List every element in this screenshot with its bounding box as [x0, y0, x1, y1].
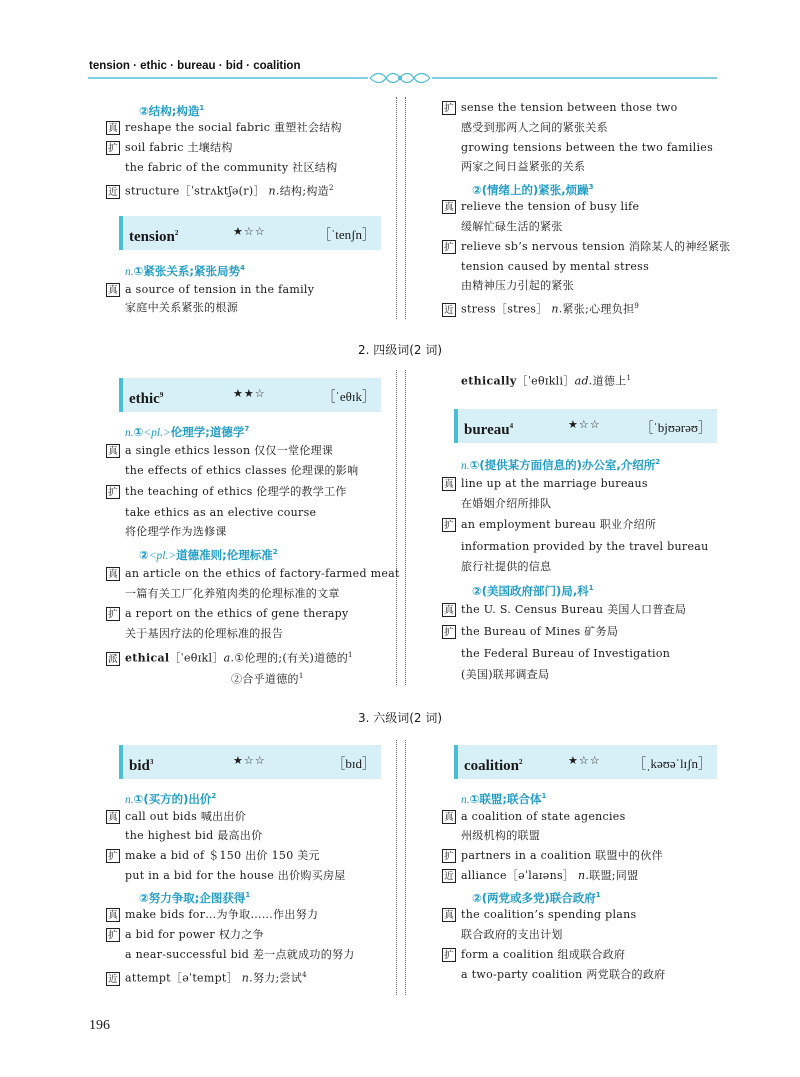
sense-heading: ②(情绪上的)紧张,烦躁$^3$ [472, 182, 594, 197]
example-line: 扩 the teaching of ethics 伦理学的教学工作 [106, 484, 347, 500]
sense-heading: ②努力争取;企图获得$^1$ [139, 890, 251, 905]
example-line: 真 an article on the ethics of factory-farmed meat [106, 566, 400, 582]
headword: ethic$^9$ [129, 391, 164, 407]
star-rating: ★☆☆ [568, 418, 601, 431]
example-line: the highest bid 最高出价 [125, 829, 263, 842]
tag-zhen-icon: 真 [442, 908, 456, 922]
translation-line: 将伦理学作为选修课 [125, 525, 227, 538]
tag-zhen-icon: 真 [106, 121, 120, 135]
header-ornament-icon [368, 71, 432, 85]
example-line: 真 reshape the social fabric 重塑社会结构 [106, 120, 342, 136]
column-divider [396, 97, 406, 319]
translation-line: 联合政府的支出计划 [461, 928, 563, 941]
translation-line: 两家之间日益紧张的关系 [461, 160, 586, 173]
example-line: 扩 the Bureau of Mines 矿务局 [442, 624, 618, 640]
example-line: 真 the U. S. Census Bureau 美国人口普查局 [442, 602, 686, 618]
tag-kuo-icon: 扩 [106, 849, 120, 863]
synonym-line: 近 stress［stres］ n.紧张;心理负担$^9$ [442, 298, 639, 318]
tag-kuo-icon: 扩 [442, 948, 456, 962]
tag-pai-icon: 派 [106, 652, 120, 666]
tag-zhen-icon: 真 [442, 810, 456, 824]
translation-line: 感受到那两人之间的紧张关系 [461, 121, 608, 134]
sense-heading: n.①紧张关系;紧张局势$^4$ [125, 263, 245, 278]
page-number: 196 [89, 1018, 110, 1033]
phonetic: ［ˈtenʃn］ [317, 227, 375, 242]
translation-line: 关于基因疗法的伦理标准的报告 [125, 627, 284, 640]
translation-line: (美国)联邦调查局 [461, 668, 550, 681]
example-line: 扩 relieve sb’s nervous tension 消除某人的神经紧张 [442, 239, 731, 255]
synonym-line: 近 alliance［əˈlaɪəns］ n.联盟;同盟 [442, 868, 638, 884]
column-divider [396, 370, 406, 685]
tag-zhen-icon: 真 [106, 810, 120, 824]
sense-heading: ②<pl.>道德准则;伦理标准$^2$ [139, 547, 278, 562]
tag-kuo-icon: 扩 [106, 928, 120, 942]
entry-head-tension [119, 216, 381, 250]
translation-line: 一篇有关工厂化养殖肉类的伦理标准的文章 [125, 587, 340, 600]
tag-zhen-icon: 真 [106, 444, 120, 458]
translation-line: 在婚姻介绍所排队 [461, 497, 552, 510]
tag-kuo-icon: 扩 [106, 607, 120, 621]
tag-zhen-icon: 真 [106, 283, 120, 297]
derivative-line: 派 ethical［ˈeθɪkl］a.①伦理的;(有关)道德的$^1$ [106, 647, 353, 667]
phonetic: ［ˌkəʊəˈlɪʃn］ [633, 756, 711, 771]
example-line: 真 make bids for…为争取……作出努力 [106, 907, 318, 923]
running-header: tension · ethic · bureau · bid · coalition [89, 60, 301, 72]
header-rule-right [432, 77, 717, 79]
headword: coalition$^2$ [464, 758, 523, 774]
example-line: 扩 a report on the ethics of gene therapy [106, 606, 349, 622]
example-line: the Federal Bureau of Investigation [461, 647, 671, 660]
derivative-line: ②合乎道德的$^1$ [231, 672, 304, 686]
example-line: 扩 a bid for power 权力之争 [106, 927, 264, 943]
star-rating: ★☆☆ [568, 754, 601, 767]
tag-zhen-icon: 真 [106, 908, 120, 922]
tag-jin-icon: 近 [442, 303, 456, 317]
derivative-line: ethically［ˈeθɪkli］ad.道德上$^1$ [461, 374, 632, 388]
example-line: 真 relieve the tension of busy life [442, 199, 639, 215]
headword: tension$^2$ [129, 229, 179, 245]
headword: bureau$^4$ [464, 422, 514, 438]
translation-line: 旅行社提供的信息 [461, 560, 552, 573]
tag-jin-icon: 近 [106, 185, 120, 199]
translation-line: 缓解忙碌生活的紧张 [461, 220, 563, 233]
entry-head-ethic [119, 378, 381, 412]
sense-heading: ②(美国政府部门)局,科$^1$ [472, 583, 594, 598]
example-line: 真 line up at the marriage bureaus [442, 476, 648, 492]
headword: bid$^3$ [129, 758, 154, 774]
tag-kuo-icon: 扩 [106, 141, 120, 155]
tag-zhen-icon: 真 [442, 477, 456, 491]
tag-kuo-icon: 扩 [442, 240, 456, 254]
phonetic: ［ˈbjʊərəʊ］ [640, 420, 711, 435]
entry-head-coalition [454, 745, 717, 779]
section-title: 3. 六级词(2 词) [357, 711, 443, 725]
example-line: 扩 an employment bureau 职业介绍所 [442, 517, 656, 533]
entry-head-bureau [454, 409, 717, 443]
example-line: 扩 soil fabric 土壤结构 [106, 140, 233, 156]
example-line: 真 a single ethics lesson 仅仅一堂伦理课 [106, 443, 333, 459]
tag-zhen-icon: 真 [442, 200, 456, 214]
example-line: 扩 sense the tension between those two [442, 100, 678, 116]
tag-jin-icon: 近 [442, 869, 456, 883]
tag-kuo-icon: 扩 [442, 518, 456, 532]
translation-line: 州级机构的联盟 [461, 829, 541, 842]
sense-heading: n.①(提供某方面信息的)办公室,介绍所$^2$ [461, 457, 661, 472]
sense-heading: n.①联盟;联合体$^1$ [461, 791, 547, 806]
example-line: 真 the coalition’s spending plans [442, 907, 636, 923]
example-line: a two-party coalition 两党联合的政府 [461, 968, 666, 981]
tag-kuo-icon: 扩 [442, 849, 456, 863]
synonym-line: 近 structure［ˈstrʌktʃə(r)］ n.结构;构造$^2$ [106, 180, 334, 200]
sense-heading: n.①<pl.>伦理学;道德学$^7$ [125, 424, 250, 439]
section-title: 2. 四级词(2 词) [357, 343, 443, 357]
example-line: 真 a coalition of state agencies [442, 809, 626, 825]
example-line: 扩 form a coalition 组成联合政府 [442, 947, 625, 963]
example-line: information provided by the travel bureau [461, 540, 709, 553]
example-line: the fabric of the community 社区结构 [125, 161, 338, 174]
example-line: take ethics as an elective course [125, 506, 317, 519]
phonetic: ［ˈeθɪk］ [322, 389, 375, 404]
example-line: put in a bid for the house 出价购买房屋 [125, 869, 346, 882]
example-line: tension caused by mental stress [461, 260, 650, 273]
example-line: 扩 partners in a coalition 联盟中的伙伴 [442, 848, 663, 864]
tag-zhen-icon: 真 [442, 603, 456, 617]
star-rating: ★★☆ [233, 387, 266, 400]
tag-jin-icon: 近 [106, 972, 120, 986]
column-divider [396, 740, 406, 995]
synonym-line: 近 attempt［əˈtempt］ n.努力;尝试$^4$ [106, 967, 307, 987]
example-line: the effects of ethics classes 伦理课的影响 [125, 464, 359, 477]
sense-heading: ②结构;构造$^1$ [139, 103, 205, 118]
tag-kuo-icon: 扩 [442, 101, 456, 115]
example-line: 真 a source of tension in the family [106, 282, 314, 298]
sense-heading: ②(两党或多党)联合政府$^1$ [472, 890, 601, 905]
sense-heading: n.①(买方的)出价$^2$ [125, 791, 217, 806]
tag-kuo-icon: 扩 [106, 485, 120, 499]
translation-line: 家庭中关系紧张的根源 [125, 301, 238, 314]
phonetic: ［bɪd］ [332, 756, 375, 771]
header-rule-left [88, 77, 368, 79]
translation-line: 由精神压力引起的紧张 [461, 279, 574, 292]
star-rating: ★☆☆ [233, 754, 266, 767]
example-line: 扩 make a bid of ＄150 出价 150 美元 [106, 848, 320, 864]
example-line: 真 call out bids 喊出出价 [106, 809, 246, 825]
star-rating: ★☆☆ [233, 225, 266, 238]
example-line: growing tensions between the two families [461, 141, 714, 154]
tag-zhen-icon: 真 [106, 567, 120, 581]
example-line: a near-successful bid 差一点就成功的努力 [125, 948, 355, 961]
tag-kuo-icon: 扩 [442, 625, 456, 639]
entry-head-bid [119, 745, 381, 779]
